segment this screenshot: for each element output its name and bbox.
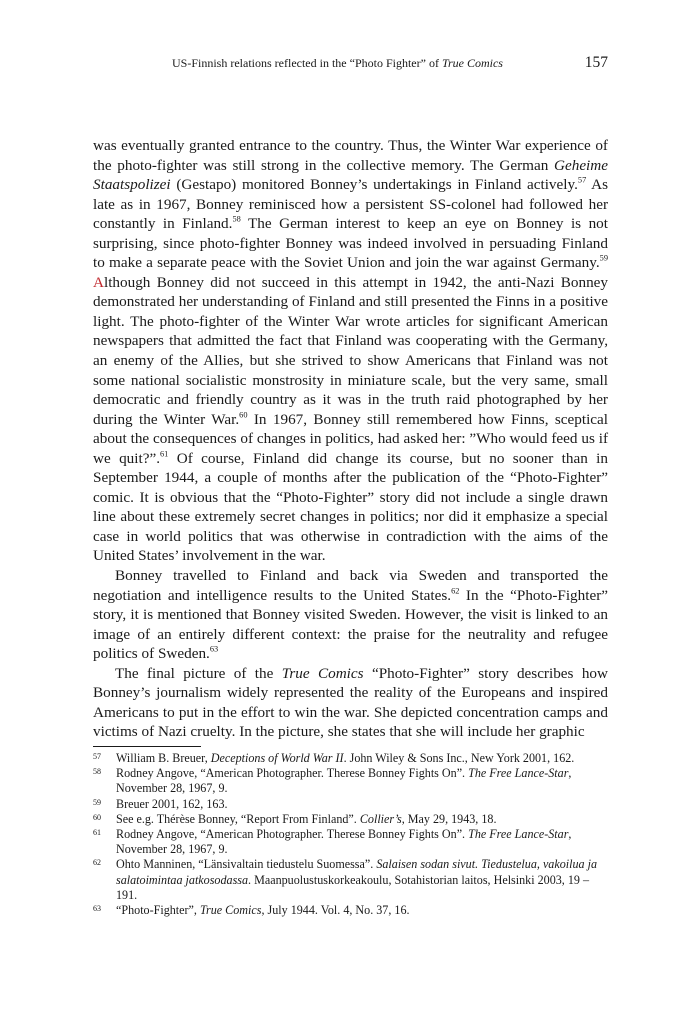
footnotes: [93, 751, 608, 918]
footnote-ref: 61: [160, 449, 169, 459]
footnote-ref: 57: [577, 175, 587, 185]
italic-text: The Free Lance-Star: [468, 766, 569, 781]
footnote-59: [93, 797, 608, 812]
running-title: [172, 56, 503, 71]
page-number: 157: [584, 54, 608, 71]
footnote-text: William B. Breuer, Deceptions of World War II. John Wiley & Sons Inc., New York 2001, 162.: [116, 751, 575, 765]
running-title-text: US-Finnish relations reflected in the “Photo Fighter” of: [172, 56, 442, 70]
footnote-63: [93, 903, 608, 918]
footnote-number: 63: [93, 904, 101, 914]
footnote-60: [93, 812, 608, 827]
paragraph-1: was eventually granted entrance to the country. Thus, the Winter War experience of the photo-fighter was still strong in the collective memory. The German Geheime Staatspolizei (Gestapo) monitored Bonney’s undertakings in Finland actively.$^{57}$ As late as in 1967, Bonney reminisced how a persistent SS-colonel had followed her constantly in Finland.$^{58}$ The German interest to keep an eye on Bonney is not surprising, since photo-fighter Bonney was indeed involved in persuading Finland to make a separate peace with the Soviet Union and join the war against Germany.$^{59}$ Although Bonney did not succeed in this attempt in 1942, the anti-Nazi Bonney demonstrated her understanding of Finland and still presented the Finns in a positive light. The photo-fighter of the Winter War wrote articles for significant American newspapers that admitted the fact that Finland was cooperating with the Germany, an enemy of the Allies, but she strived to show Americans that Finland was not some national socialistic monstrosity in miniature scale, but the very same, small democratic and friendly country as it was in the truth raid photographed by her during the Winter War.$^{60}$ In 1967, Bonney still remembered how Finns, sceptical about the consequences of changes in politics, had asked her: ”Who would feed us if we quit?”.$^{61}$ Of course, Finland did change its course, but no sooner than in September 1944, a couple of months after the publication of the “Photo-Fighter” comic. It is obvious that the “Photo-Fighter” story did not include a single drawn line about these extremely secret changes in politics; nor did it emphasize a special case in world politics that was otherwise in contradiction with the aims of the United States’ involvement in the war.: [93, 137, 608, 565]
footnote-61: [93, 827, 608, 857]
footnote-number: 58: [93, 767, 101, 777]
footnote-number: 62: [93, 858, 101, 868]
paragraph-2: Bonney travelled to Finland and back via Sweden and transported the negotiation and intelligence results to the United States.$^{62}$ In the “Photo-Fighter” story, it is mentioned that Bonney visited Sweden. However, the visit is linked to an image of an entirely different context: the praise for the neutrality and refugee politics of Sweden.$^{63}$: [93, 567, 609, 663]
footnote-text: “Photo-Fighter”, True Comics, July 1944. Vol. 4, No. 37, 16.: [116, 903, 410, 918]
paragraph-3: The final picture of the True Comics “Photo-Fighter” story describes how Bonney’s journalism widely represented the reality of the Europeans and inspired Americans to put in the effort to win the war. She depicted concentration camps and victims of Nazi cruelty. In the picture, she states that she will include her graphic: [93, 664, 608, 741]
footnote-number: 61: [93, 828, 101, 838]
footnote-57: [93, 751, 608, 766]
footnote-text: See e.g. Thérèse Bonney, “Report From Finland”. Collier’s, May 29, 1943, 18.: [116, 811, 497, 826]
footnote-text: Breuer 2001, 162, 163.: [116, 796, 228, 811]
italic-text: Collier’s: [359, 811, 402, 826]
red-initial: A: [93, 273, 104, 291]
footnote-ref: 58: [232, 214, 241, 224]
footnote-ref: 62: [451, 586, 460, 596]
running-title-journal: True Comics: [441, 56, 503, 70]
footnote-text: Rodney Angove, “American Photographer. Therese Bonney Fights On”. The Free Lance-Star, November 28, 1967, 9.: [116, 827, 572, 857]
footnote-ref: 59: [599, 254, 608, 264]
footnote-62: [93, 857, 608, 903]
footnote-text: Ohto Manninen, “Länsivaltain tiedustelu Suomessa”. Salaisen sodan sivut. Tiedustelua, vakoilua ja salatoimintaa jatkosodassa. Maanpuolustuskorkeakoulu, Sotahistorian laitos, Helsinki 2003, 19 –191.: [116, 857, 598, 902]
footnote-number: 60: [93, 812, 101, 822]
italic-text: The Free Lance-Star: [468, 827, 569, 842]
italic-text: Geheime Staatspolizei: [93, 156, 608, 194]
running-head: [93, 54, 608, 74]
italic-text: True Comics: [281, 664, 364, 682]
footnote-rule: [93, 746, 201, 747]
footnote-number: 57: [93, 752, 101, 761]
italic-text: Salaisen sodan sivut. Tiedustelua, vakoilua ja salatoimintaa jatkosodassa: [116, 857, 598, 887]
italic-text: True Comics: [199, 903, 262, 918]
body-text: [93, 136, 608, 742]
footnote-58: [93, 766, 608, 796]
footnote-text: Rodney Angove, “American Photographer. Therese Bonney Fights On”. The Free Lance-Star, November 28, 1967, 9.: [116, 766, 572, 796]
footnote-ref: 60: [239, 410, 248, 420]
footnote-ref: 63: [209, 644, 219, 654]
footnote-number: 59: [93, 797, 101, 807]
italic-text: Deceptions of World War II: [210, 751, 344, 765]
